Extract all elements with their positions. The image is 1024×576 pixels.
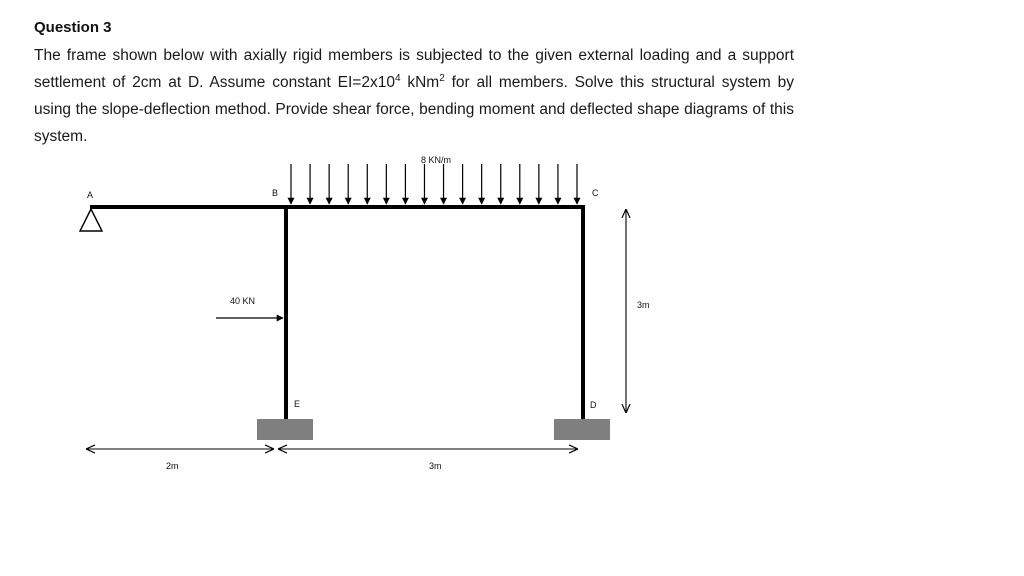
question-text-part3: for all members. Solve this structural system by using the slope-deflection method. Provide shear force, bending moment and deflected shape diagrams of this system. (34, 74, 794, 145)
dimension-label-2m: 2m (166, 461, 179, 471)
joint-label-C: C (592, 188, 599, 198)
distributed-load-arrows (291, 164, 577, 204)
question-text-part2: kNm (400, 74, 440, 91)
question-title: Question 3 (34, 19, 112, 36)
dimension-label-3m-horizontal: 3m (429, 461, 442, 471)
ei-exponent: 4 (394, 73, 401, 84)
joint-label-E: E (294, 399, 301, 409)
fixed-support-E (257, 419, 313, 440)
unit-exponent: 2 (439, 73, 445, 84)
dimension-label-3m-vertical: 3m (637, 300, 650, 310)
joint-label-A: A (87, 190, 94, 200)
joint-label-B: B (272, 188, 279, 198)
pin-support-A (80, 209, 102, 231)
fixed-support-D (554, 419, 610, 440)
question-text-part1: The frame shown below with axially rigid members is subjected to the given external loading and a support settlement of 2cm at D. Assume constant EI=2x10 (34, 47, 794, 91)
distributed-load-label: 8 KN/m (421, 155, 452, 165)
point-load-label: 40 KN (230, 296, 256, 306)
joint-label-D: D (590, 400, 597, 410)
